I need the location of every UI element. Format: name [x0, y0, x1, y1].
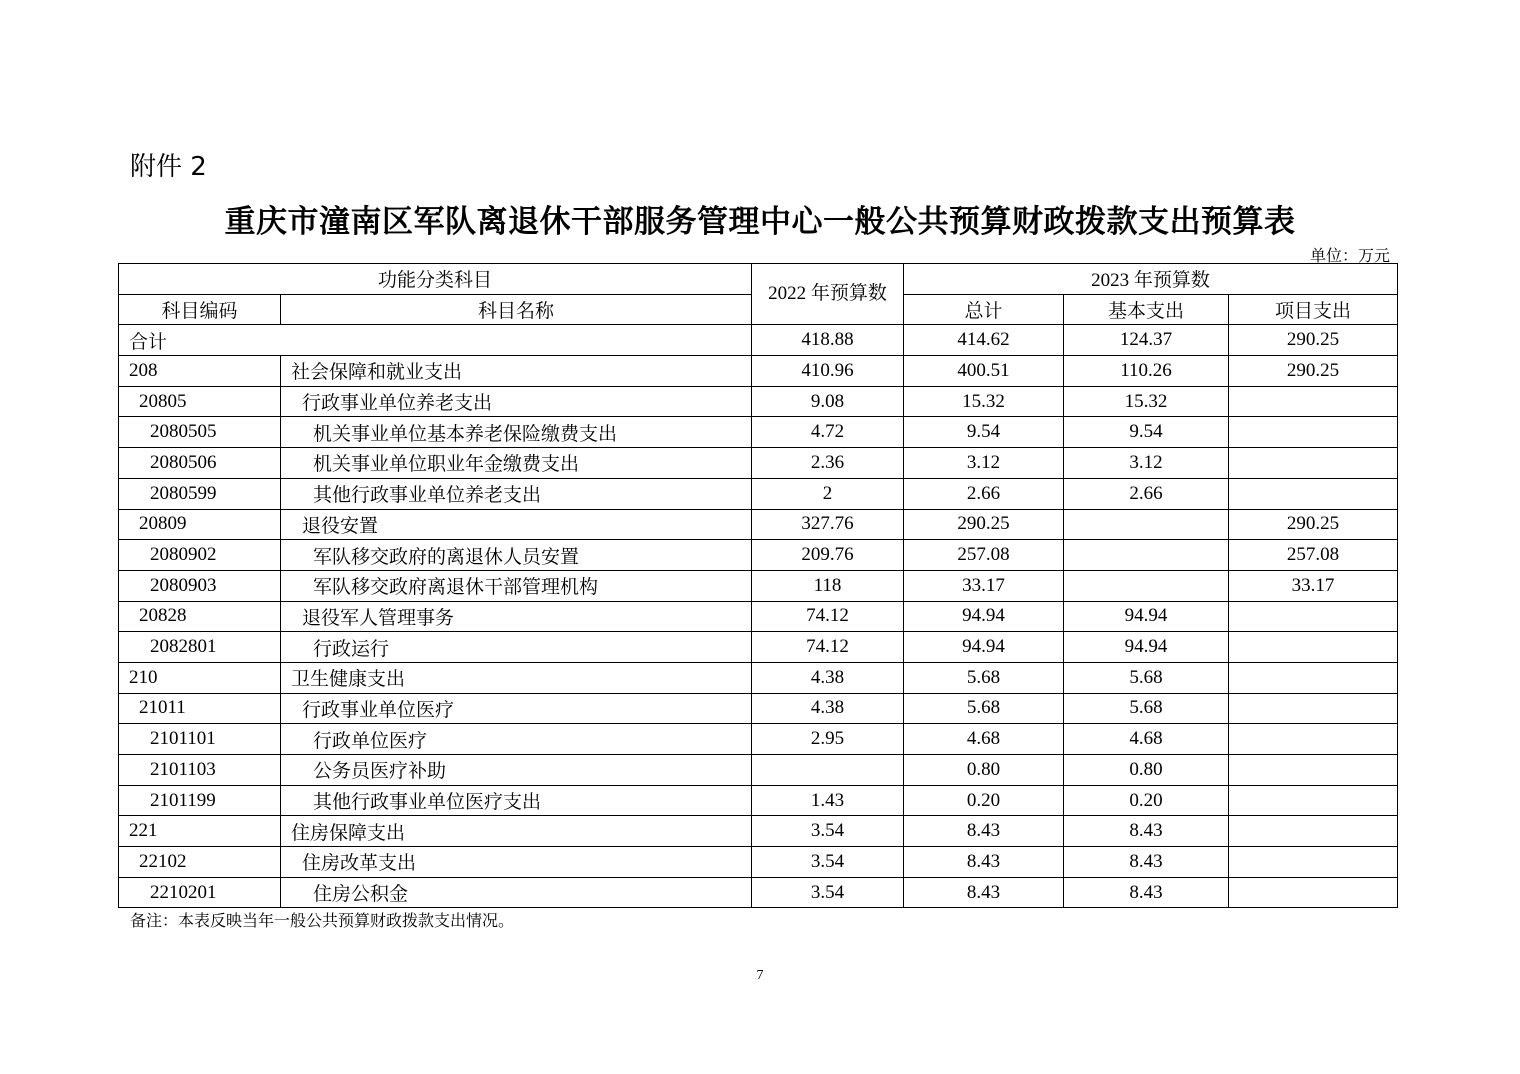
row-basic: 5.68	[1064, 662, 1229, 693]
row-code: 2080506	[119, 448, 281, 479]
row-name: 住房公积金	[281, 877, 752, 908]
row-total: 94.94	[904, 632, 1064, 663]
row-code: 22102	[119, 847, 281, 878]
row-total: 5.68	[904, 662, 1064, 693]
row-basic: 8.43	[1064, 877, 1229, 908]
row-project: 33.17	[1229, 570, 1398, 601]
row-code: 2080903	[119, 570, 281, 601]
row-total: 5.68	[904, 693, 1064, 724]
row-name: 社会保障和就业支出	[281, 356, 752, 387]
total-project: 290.25	[1229, 325, 1398, 356]
table-row	[119, 448, 1398, 479]
header-project: 项目支出	[1229, 294, 1398, 325]
row-b2022: 74.12	[752, 632, 904, 663]
table-row	[119, 356, 1398, 387]
page-number: 7	[756, 968, 764, 983]
row-project	[1229, 816, 1398, 847]
header-basic: 基本支出	[1064, 294, 1229, 325]
page-title: 重庆市潼南区军队离退休干部服务管理中心一般公共预算财政拨款支出预算表	[224, 204, 1296, 240]
row-code: 2080505	[119, 417, 281, 448]
row-basic: 5.68	[1064, 693, 1229, 724]
row-total: 94.94	[904, 601, 1064, 632]
row-total: 2.66	[904, 478, 1064, 509]
row-b2022: 327.76	[752, 509, 904, 540]
row-project	[1229, 847, 1398, 878]
row-name: 卫生健康支出	[281, 662, 752, 693]
row-project: 257.08	[1229, 540, 1398, 571]
table-row	[119, 386, 1398, 417]
row-project: 290.25	[1229, 356, 1398, 387]
row-project	[1229, 601, 1398, 632]
row-name: 住房保障支出	[281, 816, 752, 847]
row-project	[1229, 478, 1398, 509]
row-basic: 0.20	[1064, 785, 1229, 816]
row-b2022: 118	[752, 570, 904, 601]
row-total: 8.43	[904, 847, 1064, 878]
total-total: 414.62	[904, 325, 1064, 356]
row-total: 0.80	[904, 755, 1064, 786]
table-row	[119, 662, 1398, 693]
header-func-category: 功能分类科目	[119, 264, 752, 295]
table-row	[119, 417, 1398, 448]
row-code: 20805	[119, 386, 281, 417]
row-code: 2082801	[119, 632, 281, 663]
row-name: 住房改革支出	[281, 847, 752, 878]
row-basic: 94.94	[1064, 632, 1229, 663]
header-budget-2023: 2023 年预算数	[904, 264, 1398, 295]
row-total: 9.54	[904, 417, 1064, 448]
row-total: 0.20	[904, 785, 1064, 816]
row-basic: 15.32	[1064, 386, 1229, 417]
header-code: 科目编码	[119, 294, 281, 325]
row-code: 2101103	[119, 755, 281, 786]
row-total: 8.43	[904, 816, 1064, 847]
table-row	[119, 816, 1398, 847]
header-budget-2022: 2022 年预算数	[752, 264, 904, 325]
row-name: 行政单位医疗	[281, 724, 752, 755]
row-b2022: 74.12	[752, 601, 904, 632]
row-basic: 110.26	[1064, 356, 1229, 387]
row-code: 2210201	[119, 877, 281, 908]
row-name: 行政事业单位医疗	[281, 693, 752, 724]
row-project	[1229, 632, 1398, 663]
row-project	[1229, 448, 1398, 479]
row-total: 8.43	[904, 877, 1064, 908]
row-total: 4.68	[904, 724, 1064, 755]
row-b2022	[752, 755, 904, 786]
row-code: 210	[119, 662, 281, 693]
unit-label: 单位：万元	[1309, 248, 1390, 265]
row-basic: 2.66	[1064, 478, 1229, 509]
header-total: 总计	[904, 294, 1064, 325]
header-row-1	[119, 264, 1398, 295]
table-row	[119, 570, 1398, 601]
row-basic	[1064, 570, 1229, 601]
header-name: 科目名称	[281, 294, 752, 325]
row-code: 208	[119, 356, 281, 387]
table-row	[119, 724, 1398, 755]
table-row	[119, 693, 1398, 724]
total-b2022: 418.88	[752, 325, 904, 356]
row-name: 行政运行	[281, 632, 752, 663]
row-project	[1229, 785, 1398, 816]
row-name: 机关事业单位基本养老保险缴费支出	[281, 417, 752, 448]
row-name: 公务员医疗补助	[281, 755, 752, 786]
row-project	[1229, 724, 1398, 755]
row-b2022: 410.96	[752, 356, 904, 387]
row-project	[1229, 877, 1398, 908]
row-b2022: 4.72	[752, 417, 904, 448]
row-b2022: 2.95	[752, 724, 904, 755]
row-code: 2080599	[119, 478, 281, 509]
row-project: 290.25	[1229, 509, 1398, 540]
row-basic: 9.54	[1064, 417, 1229, 448]
row-project	[1229, 755, 1398, 786]
total-basic: 124.37	[1064, 325, 1229, 356]
row-code: 21011	[119, 693, 281, 724]
row-name: 退役军人管理事务	[281, 601, 752, 632]
row-name: 行政事业单位养老支出	[281, 386, 752, 417]
row-basic: 4.68	[1064, 724, 1229, 755]
footnote: 备注：本表反映当年一般公共预算财政拨款支出情况。	[130, 913, 515, 930]
row-project	[1229, 693, 1398, 724]
total-label: 合计	[119, 325, 752, 356]
row-b2022: 1.43	[752, 785, 904, 816]
total-row	[119, 325, 1398, 356]
budget-table	[118, 263, 1398, 908]
row-b2022: 4.38	[752, 662, 904, 693]
row-basic: 0.80	[1064, 755, 1229, 786]
row-b2022: 209.76	[752, 540, 904, 571]
row-b2022: 2.36	[752, 448, 904, 479]
row-basic: 3.12	[1064, 448, 1229, 479]
row-total: 290.25	[904, 509, 1064, 540]
row-name: 退役安置	[281, 509, 752, 540]
row-code: 20828	[119, 601, 281, 632]
row-project	[1229, 417, 1398, 448]
row-project	[1229, 662, 1398, 693]
row-code: 2101101	[119, 724, 281, 755]
row-name: 机关事业单位职业年金缴费支出	[281, 448, 752, 479]
attachment-label: 附件 2	[130, 152, 207, 182]
row-basic: 8.43	[1064, 816, 1229, 847]
row-b2022: 3.54	[752, 847, 904, 878]
row-b2022: 3.54	[752, 816, 904, 847]
row-b2022: 4.38	[752, 693, 904, 724]
table-row	[119, 785, 1398, 816]
row-project	[1229, 386, 1398, 417]
row-basic	[1064, 509, 1229, 540]
row-total: 257.08	[904, 540, 1064, 571]
row-name: 军队移交政府离退休干部管理机构	[281, 570, 752, 601]
table-row	[119, 509, 1398, 540]
table-row	[119, 540, 1398, 571]
row-name: 军队移交政府的离退休人员安置	[281, 540, 752, 571]
row-basic	[1064, 540, 1229, 571]
table-row	[119, 632, 1398, 663]
row-total: 400.51	[904, 356, 1064, 387]
row-total: 15.32	[904, 386, 1064, 417]
table-row	[119, 601, 1398, 632]
row-code: 2101199	[119, 785, 281, 816]
row-code: 20809	[119, 509, 281, 540]
row-total: 3.12	[904, 448, 1064, 479]
row-b2022: 9.08	[752, 386, 904, 417]
row-b2022: 2	[752, 478, 904, 509]
row-code: 2080902	[119, 540, 281, 571]
row-basic: 94.94	[1064, 601, 1229, 632]
table-row	[119, 877, 1398, 908]
row-basic: 8.43	[1064, 847, 1229, 878]
table-row	[119, 755, 1398, 786]
row-code: 221	[119, 816, 281, 847]
table-row	[119, 478, 1398, 509]
table-row	[119, 847, 1398, 878]
row-total: 33.17	[904, 570, 1064, 601]
row-b2022: 3.54	[752, 877, 904, 908]
row-name: 其他行政事业单位养老支出	[281, 478, 752, 509]
row-name: 其他行政事业单位医疗支出	[281, 785, 752, 816]
